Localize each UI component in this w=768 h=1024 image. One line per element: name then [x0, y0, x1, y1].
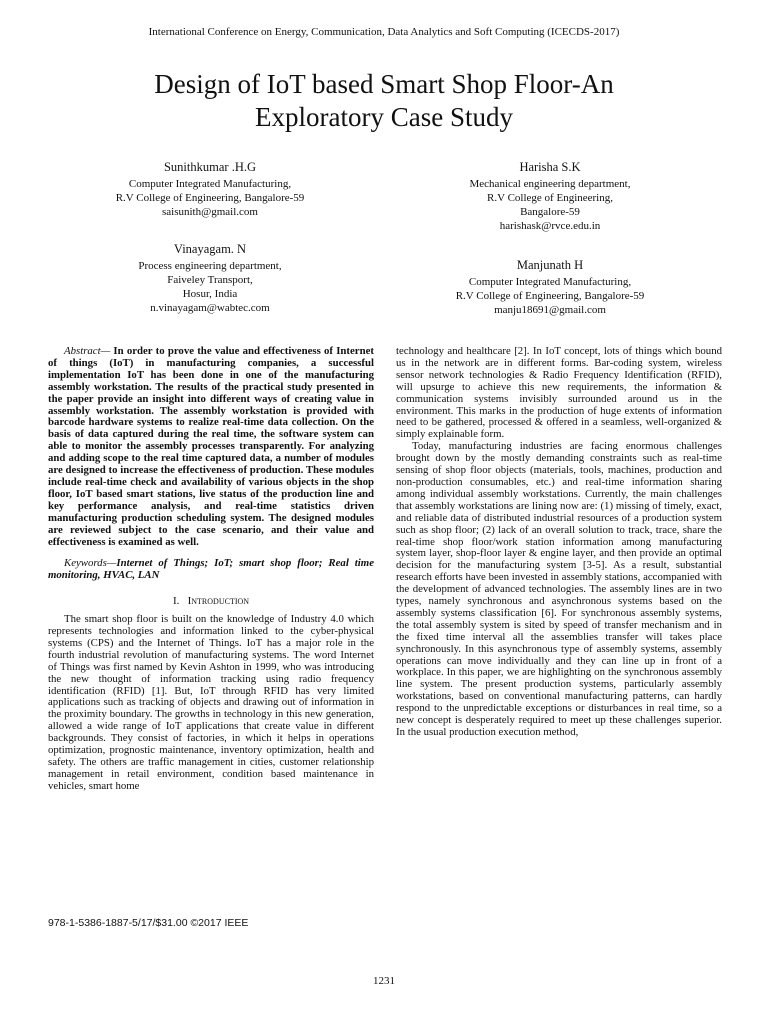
author-name: Sunithkumar .H.G: [163, 160, 256, 174]
body-paragraph-continued: technology and healthcare [2]. In IoT concept, lots of things which bound us in the network are in different forms. Bar-coding system, wireless sensor network technologies & Radio Frequency Identification (RFID), will upsurge to achieve this new requirements, the information & communication systems invisibly surrounded around us in the environment. This marks in the production of huge extents of information need to be gathered, processed & offered in a seamless, well-organized & simply explainable form.: [396, 345, 722, 441]
author-block-3: [430, 160, 670, 233]
author-email: harishask@rvce.edu.in: [499, 220, 601, 232]
abstract: [48, 346, 374, 548]
author-name: Vinayagam. N: [173, 242, 247, 256]
left-column: [48, 346, 374, 793]
right-column: [396, 346, 722, 739]
page-number: 1231: [373, 975, 395, 987]
intro-paragraph-1: The smart shop floor is built on the knowledge of Industry 4.0 which represents technologies and information linked to the cyber-physical systems (CPS) and the Internet of Things. IoT has a major role in the fourth industrial revolution of manufacturing systems. The word Internet of Things was first named by Kevin Ashton in 1999, who was introducing the new thought of information tracking using radio frequency identification (RFID) [1]. But, IoT through RFID has very limited applications such as tracking of objects and drawing out of information in the proximity boundary. The growths in technology in this new generation, allowed a wide range of IoT applications that create value in different backgrounds. They consist of factories, in which it helps in operations optimization, prognostic maintenance, inventory optimization, health and safety. The others are traffic management in cities, customer relationship management in retail environment, condition based maintenance in vehicles, smart home: [48, 613, 374, 792]
conference-header: International Conference on Energy, Communication, Data Analytics and Soft Computing (ICECDS-2017): [148, 26, 620, 38]
section-number: I.: [172, 595, 180, 608]
author-name: Manjunath H: [516, 258, 584, 272]
title-line-1: Design of IoT based Smart Shop Floor-An: [154, 69, 614, 99]
footer-isbn: 978-1-5386-1887-5/17/$31.00 ©2017 IEEE: [48, 917, 249, 929]
author-affiliation: Mechanical engineering department,: [469, 178, 631, 190]
author-affiliation: R.V College of Engineering, Bangalore-59: [455, 290, 645, 302]
author-affiliation: Bangalore-59: [520, 206, 580, 218]
author-affiliation: R.V College of Engineering,: [487, 192, 613, 204]
author-affiliation: Faiveley Transport,: [167, 274, 253, 286]
body-paragraph-2: Today, manufacturing industries are facing enormous challenges brought down by the mostly demanding constraints such as real-time sensing of shop floor objects (materials, tools, machines, production and non-production consumables, etc.) and real-time information sharing among individual assembly workstations. Currently, the main challenges that assembly workstations are lining now are: (1) missing of timely, exact, and reliable data of distributed industrial resources of a production system such as shop floor; (2) lack of an overall solution to track, trace, share the real-time shop floor/work station information among manufacturing system layer, shop-floor layer & engine layer, and then provide an optimal decision for the manufacturing system [3-5]. As a result, substantial research efforts have been invested in assembly stations, accompanied with the development of advanced technologies. The assembly lines are in two types, namely synchronous and asynchronous systems based on the assembly systems classification [6]. For synchronous assembly systems, the total assembly system is sited by speed of transfer mechanism and in the fixed time interval all the assemblies transfer will takes place synchronously. In this asynchronous type of assembly systems, assembly operations can move individually and they can line up in front of a workplace. In this paper, we are highlighting on the synchronous assembly line system. The present production systems, particularly assembly workstations, based on conventional manufacturing patterns, can hardly respond to the unpredictable exceptions or disturbances in real time, so a new concept is desperately required to meet up these challenges superior. In the usual production execution method,: [396, 440, 722, 738]
keywords-label: Keywords—: [64, 557, 117, 570]
section-heading-introduction: [48, 596, 374, 608]
abstract-text: In order to prove the value and effectiveness of Internet of things (IoT) in manufacturing companies, a successful implementation IoT has been done in one of the manufacturing assembly workstation. The results of the practical study presented in the paper provide an insight into different ways of creating value in assembly workstation. The assembly workstation is provided with barcode hardware systems to realize real-time data collection. On the basis of data captured during the real time, the software system can able to monitor the assembly processes transparently. For analyzing and adding scope to the real time captured data, a number of modules are designed to increase the effectiveness of production. These modules include real-time check and availability of various objects in the shop floor, IoT based smart stations, live status of the production line and key performance analysis, and real-time statistics driven manufacturing production scheduling system. The designed modules are reviewed subject to the case scenario, and their value and effectiveness is examined as well.: [48, 345, 374, 548]
paper-title: [84, 68, 684, 134]
keywords: [48, 558, 374, 582]
author-email: n.vinayagam@wabtec.com: [150, 302, 270, 314]
keywords-text: Internet of Things; IoT; smart shop floor; Real time monitoring, HVAC, LAN: [48, 557, 374, 582]
author-affiliation: Computer Integrated Manufacturing,: [468, 276, 632, 288]
author-block-1: [90, 160, 330, 219]
author-email: saisunith@gmail.com: [162, 206, 258, 218]
title-line-2: Exploratory Case Study: [255, 102, 513, 132]
author-affiliation: Hosur, India: [182, 288, 238, 300]
section-title: Introduction: [187, 595, 250, 608]
abstract-label: Abstract—: [64, 345, 111, 357]
author-affiliation: Computer Integrated Manufacturing,: [128, 178, 292, 190]
author-email: manju18691@gmail.com: [494, 304, 606, 316]
author-affiliation: Process engineering department,: [138, 260, 282, 272]
author-name: Harisha S.K: [519, 160, 581, 174]
author-block-4: [430, 258, 670, 317]
author-block-2: [90, 242, 330, 315]
author-affiliation: R.V College of Engineering, Bangalore-59: [115, 192, 305, 204]
